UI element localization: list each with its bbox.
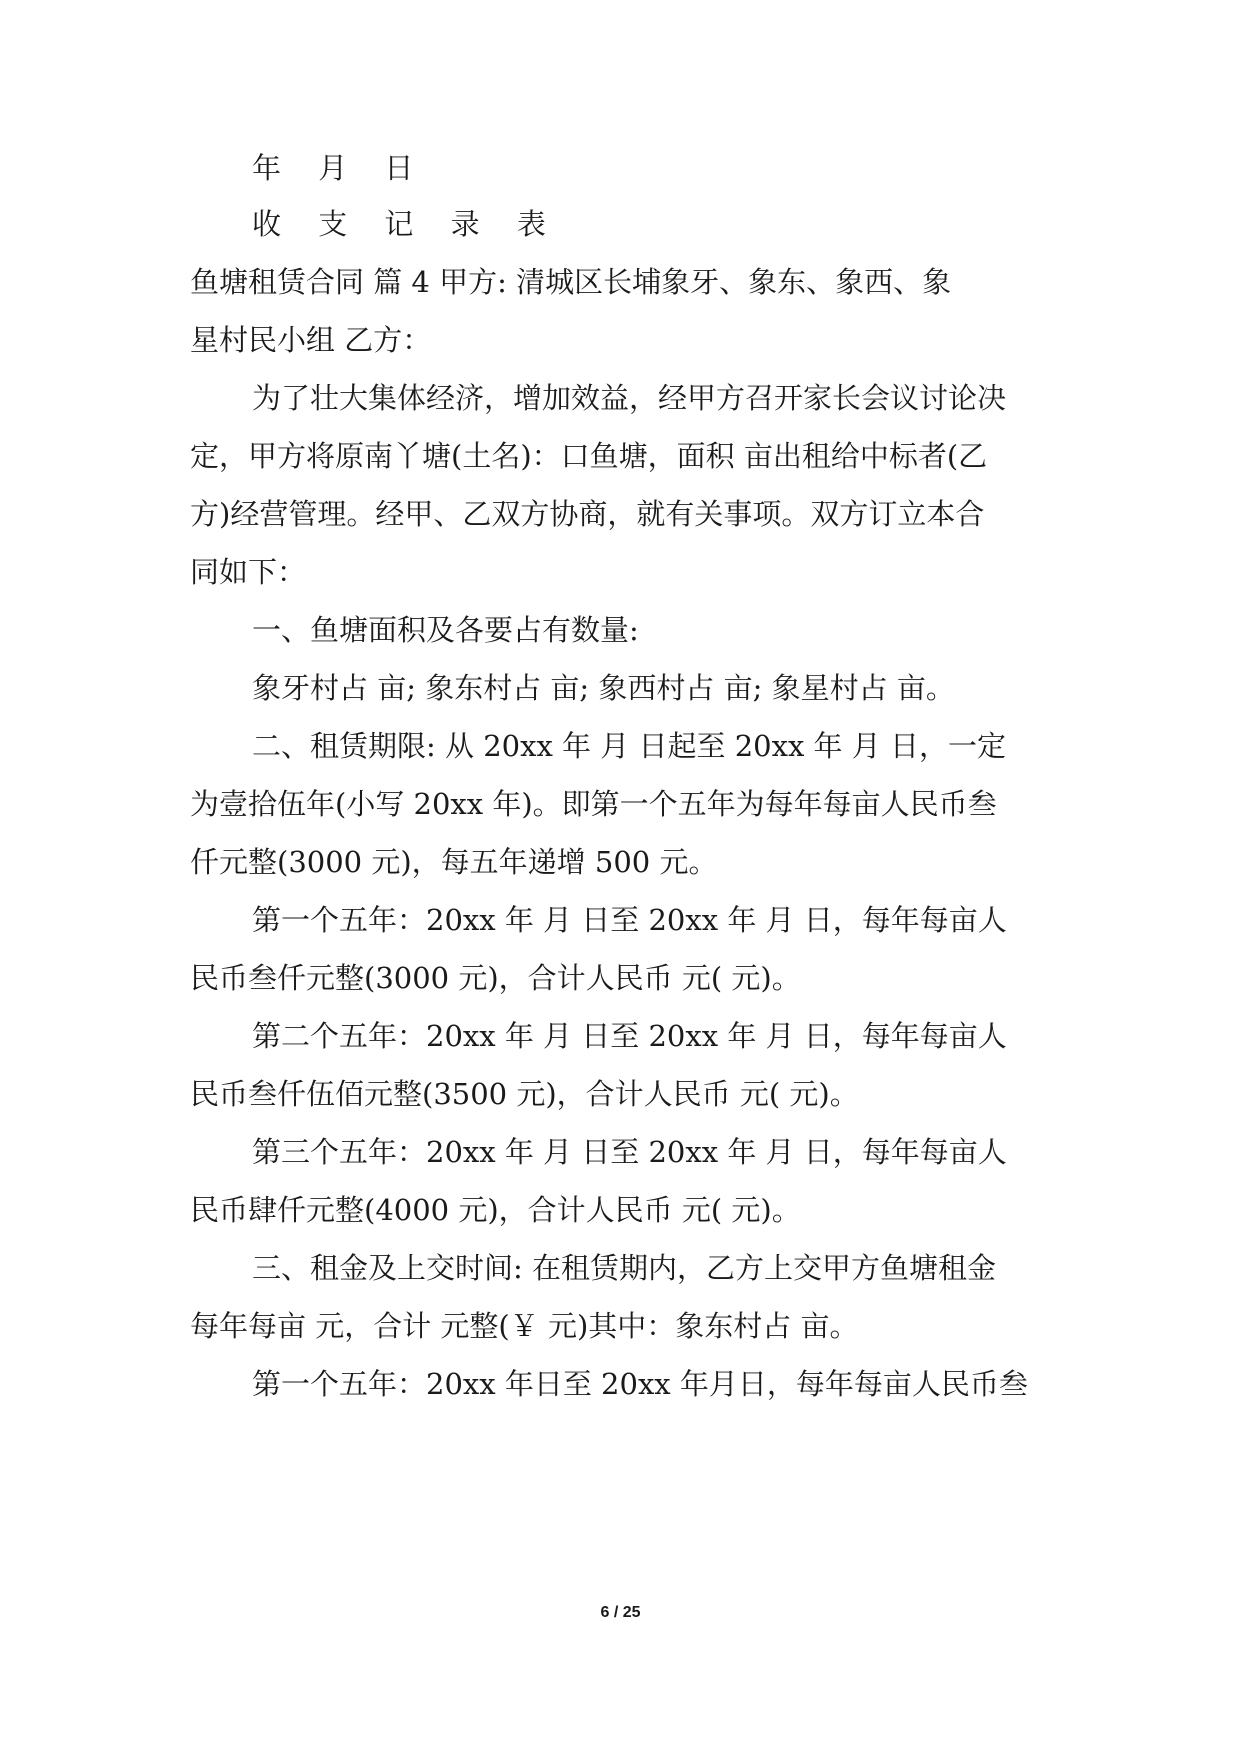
date-line: 年 月 日: [252, 151, 428, 185]
paragraph-line: 第三个五年：20xx 年 月 日至 20xx 年 月 日，每年每亩人: [252, 1135, 1007, 1169]
contract-heading-line: 鱼塘租赁合同 篇 4 甲方: 清城区长埔象牙、象东、象西、象: [190, 265, 952, 299]
paragraph-line: 民币肆仟元整(4000 元)，合计人民币 元( 元)。: [190, 1193, 801, 1227]
paragraph-line: 同如下：: [190, 555, 307, 589]
paragraph-line: 为壹拾伍年(小写 20xx 年)。即第一个五年为每年每亩人民币叁: [190, 787, 997, 821]
page-number: 6 / 25: [600, 1604, 641, 1621]
paragraph-line: 定，甲方将原南丫塘(土名)：口鱼塘，面积 亩出租给中标者(乙: [190, 439, 988, 473]
paragraph-line: 第一个五年：20xx 年日至 20xx 年月日，每年每亩人民币叁: [252, 1367, 1028, 1401]
paragraph-line: 仟元整(3000 元)，每五年递增 500 元。: [190, 845, 718, 879]
paragraph-line: 民币叁仟元整(3000 元)，合计人民币 元( 元)。: [190, 961, 801, 995]
paragraph-line: 每年每亩 元，合计 元整(￥ 元)其中：象东村占 亩。: [190, 1309, 859, 1343]
section-heading: 三、租金及上交时间: 在租赁期内，乙方上交甲方鱼塘租金: [252, 1251, 996, 1285]
section-heading: 二、租赁期限: 从 20xx 年 月 日起至 20xx 年 月 日，一定: [252, 729, 1006, 763]
paragraph-line: 第一个五年：20xx 年 月 日至 20xx 年 月 日，每年每亩人: [252, 903, 1007, 937]
paragraph-line: 为了壮大集体经济，增加效益，经甲方召开家长会议讨论决: [252, 381, 1007, 415]
section-heading: 一、鱼塘面积及各要占有数量:: [252, 613, 639, 647]
paragraph-line: 第二个五年：20xx 年 月 日至 20xx 年 月 日，每年每亩人: [252, 1019, 1007, 1053]
paragraph-line: 星村民小组 乙方：: [190, 323, 432, 357]
paragraph-line: 象牙村占 亩; 象东村占 亩; 象西村占 亩; 象星村占 亩。: [252, 671, 955, 705]
paragraph-line: 民币叁仟伍佰元整(3500 元)，合计人民币 元( 元)。: [190, 1077, 859, 1111]
paragraph-line: 方)经营管理。经甲、乙双方协商，就有关事项。双方订立本合: [190, 497, 985, 531]
record-table-title: 收 支 记 录 表: [252, 207, 560, 241]
